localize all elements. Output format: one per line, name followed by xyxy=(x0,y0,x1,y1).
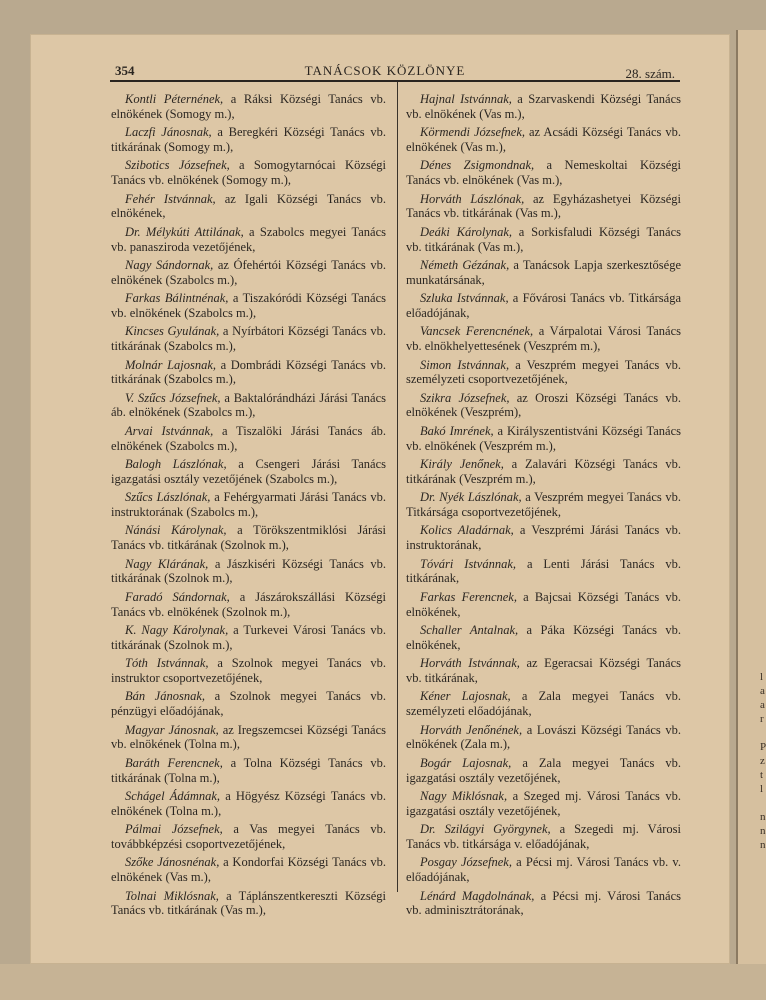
entry-text: az Iregszemcsei Községi Tanács vb. elnökének (Tolna m.), xyxy=(111,722,386,752)
list-entry xyxy=(111,889,386,919)
column-divider xyxy=(397,82,398,892)
entry-text: az Oroszi Községi Tanács vb. elnökének (Veszprém), xyxy=(406,390,681,420)
entry-text: a Szabolcs megyei Tanács vb. panasziroda vezetőjének, xyxy=(111,224,386,254)
person-name: Németh Gézának, xyxy=(420,257,510,272)
list-entry xyxy=(406,424,681,454)
left-column xyxy=(111,92,386,918)
list-entry xyxy=(111,125,386,155)
person-name: K. Nagy Károlynak, xyxy=(125,623,229,637)
entry-text: a Ráksi Községi Tanács vb. elnökének (Somogy m.), xyxy=(111,92,386,121)
person-name: Bakó Imrének, xyxy=(420,423,494,438)
entry-text: a Jászárokszállási Községi Tanács vb. elnökének (Szolnok m.), xyxy=(111,589,386,619)
list-entry xyxy=(111,789,386,819)
person-name: Arvai Istvánnak, xyxy=(125,423,214,438)
entry-text: a Veszprém megyei Tanács vb. személyzeti csoportvezetőjének, xyxy=(406,357,681,387)
person-name: Nagy Sándornak, xyxy=(125,257,214,272)
person-name: Kontli Péternének, xyxy=(125,92,224,106)
list-entry xyxy=(406,92,681,122)
list-entry xyxy=(406,391,681,421)
entry-text: a Csengeri Járási Tanács igazgatási osztály vezetőjének (Szabolcs m.), xyxy=(111,457,386,486)
list-entry xyxy=(406,125,681,155)
person-name: Pálmai Józsefnek, xyxy=(125,822,223,837)
entry-text: a Páka Községi Tanács vb. elnökének, xyxy=(406,623,682,652)
entry-text: a Beregkéri Községi Tanács vb. titkárának (Somogy m.), xyxy=(111,125,386,154)
list-entry xyxy=(406,324,681,354)
header-rule xyxy=(110,80,680,82)
person-name: Nagy Klárának, xyxy=(125,556,209,571)
list-entry xyxy=(406,689,681,719)
list-entry xyxy=(111,324,386,354)
person-name: Horváth Jenőnének, xyxy=(420,722,523,737)
person-name: Bán Jánosnak, xyxy=(125,689,206,704)
entry-text: a Sorkisfaludi Községi Tanács vb. titkárának (Vas m.), xyxy=(406,224,681,254)
list-entry xyxy=(406,557,681,587)
entry-text: az Egeracsai Községi Tanács vb. titkárának, xyxy=(406,656,681,685)
entry-text: a Szarvaskendi Községi Tanács vb. elnökének (Vas m.), xyxy=(406,92,681,121)
person-name: Simon Istvánnak, xyxy=(420,357,510,372)
list-entry xyxy=(406,158,681,188)
person-name: Szűcs Lászlónak, xyxy=(125,490,211,505)
person-name: Horváth Istvánnak, xyxy=(420,656,520,671)
entry-text: a Turkevei Városi Tanács vb. titkárának (Szolnok m.), xyxy=(111,623,386,652)
person-name: Kéner Lajosnak, xyxy=(420,689,511,704)
person-name: Hajnal Istvánnak, xyxy=(420,92,512,106)
entry-text: a Fővárosi Tanács vb. Titkársága előadójának, xyxy=(406,291,681,320)
entry-text: a Királyszentistváni Községi Tanács vb. elnökének (Veszprém m.), xyxy=(406,423,681,453)
entry-text: a Fehérgyarmati Járási Tanács vb. instruktorának (Szabolcs m.), xyxy=(111,490,386,520)
list-entry xyxy=(111,291,386,321)
entry-text: a Kondorfai Községi Tanács vb. elnökének (Vas m.), xyxy=(111,855,386,885)
person-name: Kincses Gyulának, xyxy=(125,324,220,339)
list-entry xyxy=(111,225,386,255)
list-entry xyxy=(406,756,681,786)
list-entry xyxy=(406,889,681,919)
person-name: Szluka Istvánnak, xyxy=(420,291,509,306)
entry-text: a Högyész Községi Tanács vb. elnökének (Tolna m.), xyxy=(111,788,386,818)
page-header xyxy=(95,62,675,82)
entry-text: a Nyírbátori Községi Tanács vb. titkárának (Szabolcs m.), xyxy=(111,324,387,354)
list-entry xyxy=(111,457,386,487)
entry-text: a Tanácsok Lapja szerkesztősége munkatársának, xyxy=(406,257,682,287)
person-name: Dr. Nyék Lászlónak, xyxy=(420,490,522,505)
list-entry xyxy=(111,756,386,786)
person-name: Magyar Jánosnak, xyxy=(125,722,219,737)
person-name: Farkas Ferencnek, xyxy=(420,589,517,604)
entry-text: a Tiszalöki Járási Tanács áb. elnökének (Szabolcs m.), xyxy=(111,423,386,453)
entry-text: a Jászkiséri Községi Tanács vb. titkárának (Szolnok m.), xyxy=(111,556,387,586)
person-name: Balogh Lászlónak, xyxy=(125,457,227,472)
list-entry xyxy=(111,590,386,620)
person-name: Körmendi Józsefnek, xyxy=(420,125,526,140)
entry-text: a Szegedi mj. Városi Tanács vb. titkársága v. előadójának, xyxy=(406,822,681,851)
entry-text: a Pécsi mj. Városi Tanács vb. adminisztrátorának, xyxy=(406,888,681,918)
person-name: Molnár Lajosnak, xyxy=(125,357,217,372)
list-entry xyxy=(406,225,681,255)
person-name: Szőke Jánosnénak, xyxy=(125,855,220,870)
person-name: Schaller Antalnak, xyxy=(420,623,519,637)
publication-title: TANÁCSOK KÖZLÖNYE xyxy=(304,63,466,78)
list-entry xyxy=(111,258,386,288)
person-name: Dénes Zsigmondnak, xyxy=(420,158,535,173)
person-name: Tolnai Miklósnak, xyxy=(125,888,219,903)
entry-text: a Törökszentmiklósi Járási Tanács vb. titkárának (Szolnok m.), xyxy=(111,523,386,553)
person-name: Kolics Aladárnak, xyxy=(420,523,514,538)
list-entry xyxy=(111,656,386,686)
background-edge xyxy=(0,964,766,1000)
list-entry xyxy=(111,822,386,852)
person-name: Szikra Józsefnek, xyxy=(420,390,510,405)
entry-text: a Zala megyei Tanács vb. igazgatási osztály vezetőjének, xyxy=(406,755,681,785)
person-name: Tóvári Istvánnak, xyxy=(420,556,516,571)
entry-text: a Várpalotai Városi Tanács vb. elnökhelyettesének (Veszprém m.), xyxy=(406,324,681,354)
list-entry xyxy=(406,789,681,819)
entry-text: az Acsádi Községi Tanács vb. elnökének (Vas m.), xyxy=(406,125,681,154)
list-entry xyxy=(406,855,681,885)
entry-text: az Igali Községi Tanács vb. elnökének, xyxy=(111,191,386,221)
entry-text: a Veszprémi Járási Tanács vb. instruktorának, xyxy=(406,523,681,553)
list-entry xyxy=(111,358,386,388)
next-page-edge xyxy=(736,30,766,985)
person-name: Deáki Károlynak, xyxy=(420,224,513,239)
list-entry xyxy=(111,623,386,653)
person-name: Laczfi Jánosnak, xyxy=(125,125,212,140)
list-entry xyxy=(406,590,681,620)
person-name: Faradó Sándornak, xyxy=(125,589,230,604)
list-entry xyxy=(406,822,681,852)
right-column xyxy=(406,92,681,918)
person-name: Horváth Lászlónak, xyxy=(420,191,525,206)
entry-text: a Veszprém megyei Tanács vb. Titkársága csoportvezetőjének, xyxy=(406,490,681,520)
list-entry xyxy=(406,192,681,222)
entry-text: a Bajcsai Községi Tanács vb. elnökének, xyxy=(406,589,681,619)
person-name: Fehér Istvánnak, xyxy=(125,191,216,206)
person-name: Lénárd Magdolnának, xyxy=(420,888,535,903)
entry-text: a Lovászi Községi Tanács vb. elnökének (Zala m.), xyxy=(406,722,681,752)
list-entry xyxy=(111,523,386,553)
list-entry xyxy=(111,855,386,885)
list-entry xyxy=(406,291,681,321)
person-name: Dr. Szilágyi Györgynek, xyxy=(420,822,551,837)
list-entry xyxy=(111,192,386,222)
entry-text: a Szeged mj. Városi Tanács vb. igazgatási osztály vezetőjének, xyxy=(406,788,681,818)
entry-text: a Lenti Járási Tanács vb. titkárának, xyxy=(406,556,681,586)
entry-text: a Nemeskoltai Községi Tanács vb. elnökének (Vas m.), xyxy=(406,158,681,188)
list-entry xyxy=(406,490,681,520)
person-name: Király Jenőnek, xyxy=(420,457,504,472)
list-entry xyxy=(111,557,386,587)
entry-text: a Zala megyei Tanács vb. személyzeti előadójának, xyxy=(406,689,681,719)
entry-text: a Pécsi mj. Városi Tanács vb. v. előadójának, xyxy=(406,855,681,885)
list-entry xyxy=(406,358,681,388)
entry-text: az Ófehértói Községi Tanács vb. elnökének (Szabolcs m.), xyxy=(111,257,386,287)
list-entry xyxy=(111,391,386,421)
list-entry xyxy=(111,689,386,719)
entry-text: a Tiszakóródi Községi Tanács vb. elnökének (Szabolcs m.), xyxy=(111,291,386,320)
person-name: Baráth Ferencnek, xyxy=(125,755,223,770)
page-number: 354 xyxy=(115,63,135,78)
list-entry xyxy=(111,92,386,122)
list-entry xyxy=(111,158,386,188)
list-entry xyxy=(406,457,681,487)
list-entry xyxy=(111,723,386,753)
person-name: Nagy Miklósnak, xyxy=(420,788,508,803)
person-name: Nánási Károlynak, xyxy=(125,523,227,538)
person-name: Posgay Józsefnek, xyxy=(420,855,512,870)
issue-number: 28. szám. xyxy=(625,66,675,81)
person-name: Vancsek Ferencnének, xyxy=(420,324,534,339)
entry-text: a Dombrádi Községi Tanács vb. titkárának (Szabolcs m.), xyxy=(111,357,386,387)
person-name: Farkas Bálintnénak, xyxy=(125,291,229,306)
entry-text: a Somogytarnócai Községi Tanács vb. elnökének (Somogy m.), xyxy=(111,158,387,188)
list-entry xyxy=(406,623,681,653)
list-entry xyxy=(406,656,681,686)
list-entry xyxy=(111,424,386,454)
entry-text: az Egyházashetyei Községi Tanács vb. titkárának (Vas m.), xyxy=(406,191,681,221)
person-name: Dr. Mélykúti Attilának, xyxy=(125,224,244,239)
entry-text: a Vas megyei Tanács vb. továbbképzési csoportvezetőjének, xyxy=(111,822,386,851)
entry-text: a Baktalórándházi Járási Tanács áb. elnökének (Szabolcs m.), xyxy=(111,390,386,420)
person-name: V. Szűcs Józsefnek, xyxy=(125,390,221,405)
list-entry xyxy=(406,723,681,753)
next-page-edge-letters: l a a r P z t l n n n xyxy=(760,671,766,851)
entry-text: a Szolnok megyei Tanács vb. pénzügyi előadójának, xyxy=(111,689,386,719)
list-entry xyxy=(406,258,681,288)
list-entry xyxy=(406,523,681,553)
person-name: Schágel Ádámnak, xyxy=(125,788,221,803)
entry-text: a Zalavári Községi Tanács vb. titkárának (Veszprém m.), xyxy=(406,457,681,486)
entry-text: a Táplánszentkereszti Községi Tanács vb. titkárának (Vas m.), xyxy=(111,888,386,918)
person-name: Tóth Istvánnak, xyxy=(125,656,209,671)
person-name: Bogár Lajosnak, xyxy=(420,755,512,770)
entry-text: a Szolnok megyei Tanács vb. instruktor csoportvezetőjének, xyxy=(111,656,386,685)
list-entry xyxy=(111,490,386,520)
person-name: Szibotics Józsefnek, xyxy=(125,158,230,173)
entry-text: a Tolna Községi Tanács vb. titkárának (Tolna m.), xyxy=(111,755,386,785)
